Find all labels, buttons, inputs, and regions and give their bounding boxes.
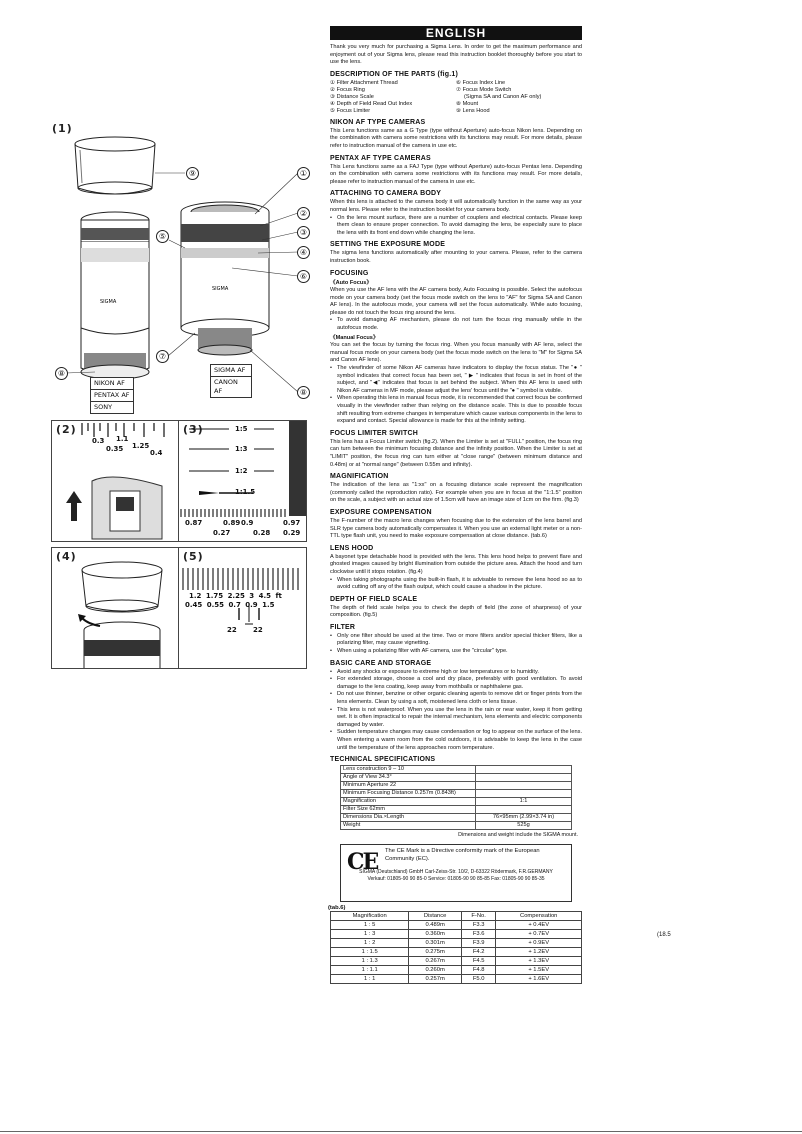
figures-panel [0,0,325,1134]
callout-7: ⑦ [156,350,169,363]
parts-list-right [456,80,582,115]
fig5-dof-left: 22 [227,626,237,634]
bullet-care-2: • For extended storage, choose a cool and dry place, preferably with good ventilation. To avoid damage to the lens coating, keep away from mothballs or naphthalene gas. [330,676,582,691]
mount-labels-right [210,364,252,398]
paragraph-lens-hood: A bayonet type detachable hood is provided with the lens. This lens hood helps to prevent flare and ghosted images caused by bright illumination from outside the picture area. Attach the hood and turn clockwise until it stops rotation. (fig.4) [330,553,582,575]
table-row [341,814,572,822]
table-row [341,806,572,814]
spec-label: Minimum Aperture 22 [341,782,476,790]
exposure-compensation-table [330,911,582,984]
subheading-manual-focus: 《Manual Focus》 [330,334,379,341]
paragraph-pentax: This Lens functions same as a FAJ Type (type without Aperture) auto-focus Pentax lens. Depending on the combination with camera some restrictions with its functions may result. For more details, please refer to instruction manual of the camera in use etc. [330,163,582,185]
part-item: ③ Distance Scale [330,93,374,100]
spec-value [476,790,572,798]
fig3-label: (3) [183,423,204,436]
fig5-top-2: 2.25 [227,592,245,600]
table-row [331,939,582,948]
lens-hood-drawing [75,137,155,194]
fig5-top-0: 1.2 [189,592,202,600]
table-row [341,790,572,798]
fig5-bottom-0: 0.45 [185,601,203,609]
spec-value [476,766,572,774]
fig5-top-5: ft [275,592,282,600]
table-row [331,957,582,966]
part-item: ⑦ Focus Mode Switch [456,86,512,93]
heading-parts: DESCRIPTION OF THE PARTS (fig.1) [330,70,458,78]
spec-label: Angle of View 34.3° [341,774,476,782]
table-cell: + 1.6EV [496,975,582,984]
table-cell: + 1.3EV [496,957,582,966]
column-header: Magnification [331,912,409,921]
heading-dof: DEPTH OF FIELD SCALE [330,595,418,603]
bullet-auto-focus: • To avoid damaging AF mechanism, please do not turn the focus ring manually while in the autofocus mode. [330,317,582,332]
spec-label: Weight [341,822,476,830]
specs-note: Dimensions and weight include the SIGMA mount. [458,832,578,839]
table-row [331,930,582,939]
table-cell: 0.301m [409,939,462,948]
fig2-scale-3: 0.4 [150,449,163,457]
fig4-panel [51,547,179,669]
table-cell: 1 : 3 [331,930,409,939]
heading-filter: FILTER [330,623,356,631]
fig1-lens-illustration [0,128,325,418]
heading-lens-hood: LENS HOOD [330,544,374,552]
heading-exposure-mode: SETTING THE EXPOSURE MODE [330,241,446,249]
language-banner: ENGLISH [330,26,582,40]
bullet-care-4: • This lens is not waterproof. When you use the lens in the rain or near water, keep it from getting wet. It is often impractical to repair the internal mechanism, lens elements and electric components damaged by water. [330,707,582,730]
table-cell: 0.260m [409,966,462,975]
table-header-row [331,912,582,921]
part-item: ④ Depth of Field Read Out Index [330,100,413,107]
fig5-bottom-1: 0.55 [206,601,224,609]
part-item: ⑥ Focus Index Line [456,79,506,86]
fig4-label: (4) [56,550,77,563]
fig2-panel [51,420,179,542]
fig5-label: (5) [183,550,204,563]
callout-8-right: ⑧ [297,386,310,399]
table-cell: 0.257m [409,975,462,984]
heading-focusing: FOCUSING [330,269,369,277]
ce-mark-logo: CE [347,849,378,876]
table-cell: + 0.9EV [496,939,582,948]
table-cell: + 1.2EV [496,948,582,957]
mount-label-sigma: SIGMA AF [210,364,252,377]
spec-label: Dimensions Dia.×Length [341,814,476,822]
fig5-top-3: 3 [249,592,255,600]
fig2-scale-1: 0.35 [106,445,124,453]
spec-value [476,774,572,782]
heading-care: BASIC CARE AND STORAGE [330,659,432,667]
callout-6: ⑥ [297,270,310,283]
mount-labels-left [90,377,134,414]
spec-value: 76×95mm (2.99×3.74 in) [476,814,572,822]
callout-1: ① [297,167,310,180]
specs-table [340,765,572,830]
fig2-scale-4: 1.1 [116,435,129,443]
bullet-attach: • On the lens mount surface, there are a number of couplers and electrical contacts. Please keep them clean to ensure proper connection. To avoid damaging the lens, be especially sure to place the lens with its front end down while changing the lens. [330,215,582,238]
table-row [341,822,572,830]
fig5-panel [178,547,307,669]
table-cell: F4.8 [461,966,496,975]
table-cell: 1 : 5 [331,921,409,930]
bullet-care-1: • Avoid any shocks or exposure to extreme high or low temperatures or to humidity. [330,669,582,677]
fig3-ratio-0: 1:5 [235,425,248,433]
spec-label: Filter Size 62mm [341,806,476,814]
table-cell: + 0.4EV [496,921,582,930]
ce-address-line-2: Verkauf: 01805-90 90 85-0 Service: 01805-90 90 85-85 Fax: 01805-90 90 85-35 [367,875,545,882]
bottom-rule [0,1131,802,1132]
bullet-care-5: • Sudden temperature changes may cause condensation or fog to appear on the surface of the lens. When entering a warm room from the cold outdoors, it is advisable to keep the lens in the case until the temperature of the lens approaches room temperature. [330,729,582,752]
paragraph-magnification: The indication of the lens as "1:xx" on a focusing distance scale represent the magnification (commonly called the reproduction ratio). For example when you are in focus at the "1:1.5" position on the scale, a subject with an actual size of 1.5cm will have an image size of 1cm on the firm. (fig.3) [330,482,582,504]
table-cell: 0.267m [409,957,462,966]
parts-list-left [330,80,456,115]
fig2-limiter-drawing [52,421,178,541]
table-cell: F3.3 [461,921,496,930]
fig3-ratio-2: 1:2 [235,467,248,475]
paragraph-nikon: This Lens functions same as a G Type (type without Aperture) auto-focus Nikon lens. Depending on the combination with camera some restrictions with its functions may result. For more details, please refer to instruction manual of the camera in use etc. [330,127,582,149]
left-lens-text: SIGMA [100,299,117,305]
mount-label-pentax: PENTAX AF [90,390,134,402]
fig2-scale-0: 0.3 [92,437,105,445]
table-row [331,921,582,930]
spec-label: Minimum Focusing Distance 0.257m (0.843ft) [341,790,476,798]
mount-label-canon: CANON AF [210,377,252,398]
manual-text-column [330,26,582,984]
fig3-bottom-top-1: 0.89 [223,519,241,527]
spec-label: Magnification [341,798,476,806]
column-header: Distance [409,912,462,921]
fig2-label: (2) [56,423,77,436]
table-cell: 1 : 2 [331,939,409,948]
subheading-auto-focus: 《Auto Focus》 [330,279,372,286]
column-header: Compensation [496,912,582,921]
heading-specs: TECHNICAL SPECIFICATIONS [330,756,436,764]
table-cell: 1 : 1.1 [331,966,409,975]
table-row [331,966,582,975]
fig5-top-values [189,592,282,600]
callout-3: ③ [297,226,310,239]
table-cell: F3.9 [461,939,496,948]
table-row [341,774,572,782]
spec-value: 525g [476,822,572,830]
heading-attach: ATTACHING TO CAMERA BODY [330,190,442,198]
intro-paragraph: Thank you very much for purchasing a Sigma Lens. In order to get the maximum performance and enjoyment out of your Sigma lens, please read this instruction booklet thoroughly before you start to use the lens. [330,44,582,66]
table-cell: 1 : 1.5 [331,948,409,957]
table-cell: 0.489m [409,921,462,930]
paragraph-attach: When this lens is attached to the camera body it will automatically function in the same way as your normal lens. Please refer to the instruction booklet for your camera body. [330,199,582,213]
part-item: ② Focus Ring [330,86,365,93]
callout-9: ⑨ [186,167,199,180]
paragraph-manual-focus: You can set the focus by turning the focus ring. When you focus manually with AF lens, select the manual focus mode on your camera body (set the focus mode switch on the lens to "M" for Sigma SA and Canon AF lens). [330,342,582,364]
part-item: ① Filter Attachment Thread [330,79,398,86]
bullet-lens-hood: • When taking photographs using the built-in flash, it is advisable to remove the lens hood so as to avoid cutting off any of the flash output, which could cause a shadow in the picture. [330,577,582,592]
mount-label-sony: SONY [90,402,134,414]
spec-value: 1:1 [476,798,572,806]
part-item-note: (Sigma SA and Canon AF only) [464,93,542,100]
fig3-bottom-bottom-2: 0.29 [283,529,301,537]
table-cell: 0.275m [409,948,462,957]
table-row [341,766,572,774]
fig3-bottom-bottom-1: 0.28 [253,529,271,537]
heading-nikon: NIKON AF TYPE CAMERAS [330,118,426,126]
column-header: F-No. [461,912,496,921]
bullet-filter-2: • When using a polarizing filter with AF camera, use the "circular" type. [330,648,582,656]
fig3-bottom-bottom-0: 0.27 [213,529,231,537]
table-row [331,948,582,957]
fig3-bottom-top-2: 0.9 [241,519,254,527]
fig5-bottom-2: 0.7 [228,601,241,609]
spec-value [476,782,572,790]
right-lens-drawing [181,202,269,355]
fig5-top-1: 1.75 [205,592,224,600]
fig5-top-4: 4.5 [258,592,271,600]
ce-text: The CE Mark is a Directive conformity mark of the European Community (EC). [385,848,540,862]
paragraph-exposure-compensation: The F-number of the macro lens changes when focusing due to the extension of the lens barrel and SLR type camera body automatically compensates it. When you use an external light meter or a non-TTL type flash unit, you need to make exposure compensation at close distance. (tab.6) [330,517,582,540]
heading-magnification: MAGNIFICATION [330,473,389,481]
fig5-bottom-4: 1.5 [262,601,275,609]
table-cell: F4.5 [461,957,496,966]
heading-exposure-compensation: EXPOSURE COMPENSATION [330,508,432,516]
fig4-hood-attach-drawing [52,548,178,668]
part-item: ⑤ Focus Limiter [330,107,371,114]
spec-label: Lens construction 9 – 10 [341,766,476,774]
spec-value [476,806,572,814]
paragraph-focus-limiter: This lens has a Focus Limiter switch (fig.2). When the Limiter is set at "FULL" position, the focus ring can turn between the minimum focusing distance and the infinity position. When the Limiter is set at "LIMIT" position, the focus ring can turn either at "close range" (between minimum distance and 0.48m) or at "normal range" (between 0.55m and infinity). [330,438,582,468]
fig1-label: (1) [52,122,73,135]
fig2-scale-2: 1.25 [132,442,150,450]
callout-5: ⑤ [156,230,169,243]
table-row [341,782,572,790]
side-note: (18.5 [657,932,671,938]
fig5-bottom-values [185,601,275,609]
fig3-bottom-top-0: 0.87 [185,519,203,527]
table-cell: 1 : 1 [331,975,409,984]
heading-focus-limiter: FOCUS LIMITER SWITCH [330,429,418,437]
table-cell: F4.2 [461,948,496,957]
bullet-care-3: • Do not use thinner, benzine or other organic cleaning agents to remove dirt or finger prints from the lens elements. Clean by using a soft, moistened lens cloth or lens tissue. [330,691,582,706]
bullet-manual-focus-2: • When operating this lens in manual focus mode, it is recommended that correct focus be confirmed visually in the viewfinder rather than relying on the distance scale. This is due to possible focus shift resulting from extreme changes in temperature which cause various components in the lens to expand and contact. Special allowance is made for this at the infinity setting. [330,395,582,425]
fig5-bottom-3: 0.9 [245,601,258,609]
table-cell: 0.360m [409,930,462,939]
callout-4: ④ [297,246,310,259]
fig3-ratio-3: 1:1.5 [235,488,256,496]
table-cell: F3.6 [461,930,496,939]
table-cell: + 1.5EV [496,966,582,975]
fig5-dof-right: 22 [253,626,263,634]
fig3-panel [178,420,307,542]
part-item: ⑨ Lens Hood [456,107,490,114]
paragraph-dof: The depth of field scale helps you to check the depth of field (the zone of sharpness) of your composition. (fig.5) [330,604,582,619]
ce-notice-box [340,844,572,902]
bullet-manual-focus-1: • The viewfinder of some Nikon AF cameras have indicators to display the focus status. The "● " symbol indicates that correct focus has been set, " ▶ " indicates that focus is set in front of the subject, and "◀" indicates that focus is set behind the subject. When this AF lens is used with Nikon AF cameras in MF mode, please adjust the lens' focus until the "● " symbol is visible. [330,365,582,395]
tab6-label: (tab.6) [328,905,346,912]
table-row [331,975,582,984]
callout-8-left: ⑧ [55,367,68,380]
table-cell: F5.0 [461,975,496,984]
left-lens-drawing [81,212,149,379]
parts-list [330,80,582,115]
callout-2: ② [297,207,310,220]
part-item: ⑧ Mount [456,100,479,107]
bullet-filter-1: • Only one filter should be used at the time. Two or more filters and/or special thicker filters, like a polarizing filter, may cause vignetting. [330,633,582,648]
paragraph-exposure-mode: The sigma lens functions automatically after mounting to your camera. Please, refer to the camera instruction book. [330,250,582,264]
ce-address-line-1: SIGMA (Deutschland) GmbH Carl-Zeiss-Str. 10/2, D-63322 Rödermark, F.R.GERMANY [359,869,553,876]
mount-label-nikon: NIKON AF [90,377,134,390]
heading-pentax: PENTAX AF TYPE CAMERAS [330,154,431,162]
fig3-bottom-top-3: 0.97 [283,519,301,527]
right-lens-text: SIGMA [212,286,229,292]
table-row [341,798,572,806]
table-cell: + 0.7EV [496,930,582,939]
table-cell: 1 : 1.3 [331,957,409,966]
fig3-ratio-1: 1:3 [235,445,248,453]
paragraph-auto-focus: When you use the AF lens with the AF camera body, Auto Focusing is possible. Select the autofocus mode on your camera body (set the focus mode switch on the lens to "AF" for Sigma SA and Canon AF lens). In the autofocus mode, your camera will set the focus automatically. While auto focusing, please do not touch the focus ring around the lens. [330,287,582,316]
